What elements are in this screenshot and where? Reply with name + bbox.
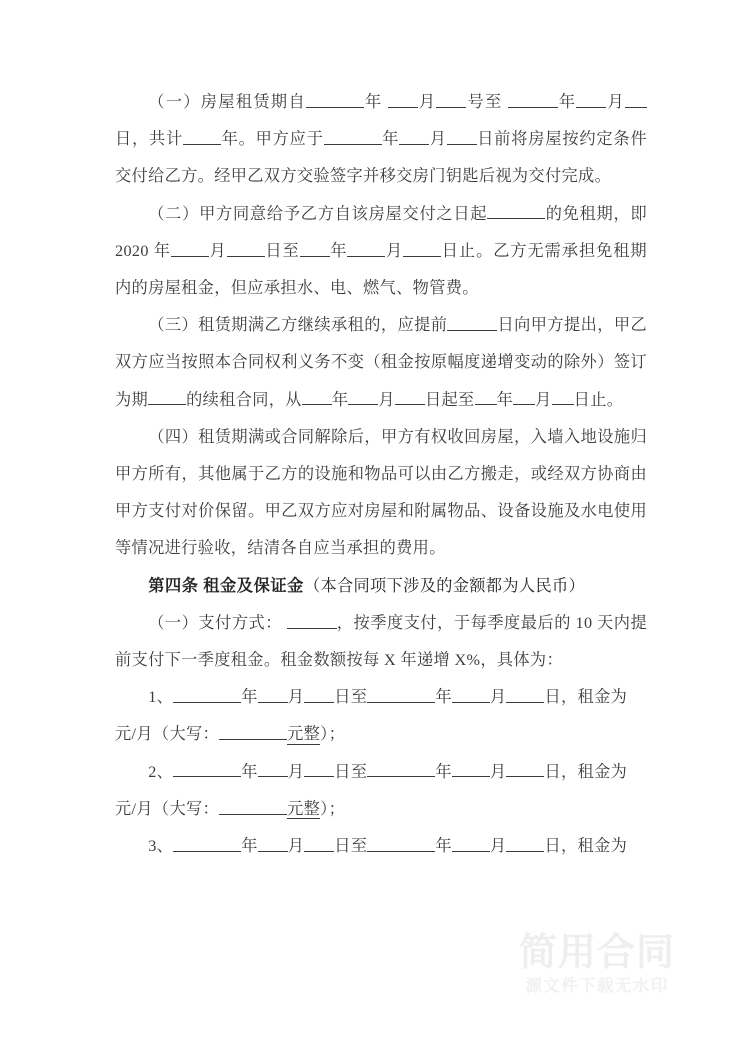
blank-item3-end-year[interactable] [367, 835, 435, 851]
paragraph-rent-item-1 [115, 679, 647, 716]
rent-item-3-text-a: 年 [241, 837, 258, 856]
blank-total-years[interactable] [183, 129, 221, 145]
blank-deliver-month[interactable] [399, 129, 429, 145]
clause-three-text-i: 日止。 [573, 390, 624, 409]
blank-renew-end-year[interactable] [475, 389, 497, 405]
paragraph-clause-three [115, 307, 647, 419]
blank-item2-end-year[interactable] [367, 761, 435, 777]
blank-renew-start-day[interactable] [395, 389, 425, 405]
blank-month-start[interactable] [388, 91, 418, 107]
blank-notice-days[interactable] [447, 315, 497, 331]
paragraph-payment-method [115, 605, 647, 679]
rent-item-1-amount-text-a: 元/月（大写： [115, 725, 220, 744]
clause-one-text-k: 日前将房屋按约定条件交付给乙方。经甲乙双方交验签字并移交房门钥匙后视为交付完成。 [115, 130, 647, 186]
paragraph-clause-four: （四）租赁期满或合同解除后，甲方有权收回房屋，入墙入地设施归甲方所有，其他属于乙方的设施和物品可以由乙方搬走，或经双方协商由甲方支付对价保留。甲乙双方应对房屋和附属物品、设备设施及水电使用等情况进行验收，结清各自应当承担的费用。 [115, 427, 647, 558]
blank-item1-start-month[interactable] [258, 687, 288, 703]
blank-item1-start-year[interactable] [173, 687, 241, 703]
clause-three-text-a: （三）租赁期满乙方继续承租的，应提前 [148, 316, 448, 335]
rent-item-3-text-e: 月 [489, 837, 507, 856]
blank-free-end-year[interactable] [300, 240, 330, 256]
article-four-heading [115, 568, 647, 605]
blank-item2-end-day[interactable] [506, 761, 544, 777]
blank-renew-end-day[interactable] [552, 389, 574, 405]
rent-item-3-text-d: 年 [435, 837, 452, 856]
clause-two-text-b: 的免租期，即 2020 年 [115, 204, 648, 260]
watermark-brand: 简用合同 [518, 930, 675, 974]
blank-item3-end-day[interactable] [506, 835, 544, 851]
blank-item3-start-year[interactable] [173, 835, 241, 851]
rent-item-3-text-c: 日至 [334, 837, 368, 856]
payment-method-text-b: ，按季度支付，于每季度最后的 10 天内提前支付下一季度租金。租金数额按每 X 年递增 X%，具体为： [115, 613, 647, 670]
clause-one-text-j: 月 [429, 130, 447, 149]
clause-one-text-a: （一）房屋租赁期自 [148, 93, 306, 111]
clause-one-text-i: 年 [381, 130, 400, 149]
rent-item-2-text-d: 年 [435, 762, 452, 781]
blank-item3-start-month[interactable] [258, 835, 288, 851]
rent-item-1-amount-text-c: ）； [320, 725, 346, 744]
clause-one-text-e: 年 [557, 93, 577, 111]
blank-item1-start-day[interactable] [304, 687, 334, 703]
rent-item-2-text-f: 日，租金为 [544, 762, 628, 781]
paragraph-rent-item-1-amount [115, 716, 647, 753]
blank-item1-end-year[interactable] [367, 687, 435, 703]
blank-deliver-year[interactable] [324, 129, 382, 145]
paragraph-clause-two [115, 196, 647, 308]
clause-three-text-h: 月 [535, 390, 552, 409]
blank-payment-method[interactable] [287, 612, 337, 628]
rent-item-2-amount-text-a: 元/月（大写： [115, 799, 220, 818]
rent-item-2-number: 2、 [148, 762, 174, 781]
paragraph-rent-item-2 [115, 754, 647, 791]
clause-three-text-f: 日起至 [424, 390, 475, 409]
blank-item2-amount-words[interactable] [219, 798, 287, 814]
rent-item-1-amount-unit: 元整 [287, 725, 321, 744]
rent-item-1-text-b: 月 [287, 688, 305, 707]
blank-free-start-month[interactable] [171, 240, 209, 256]
clause-two-text-a: （二）甲方同意给予乙方自该房屋交付之日起 [148, 204, 488, 223]
blank-item1-end-month[interactable] [452, 687, 490, 703]
blank-year-start[interactable] [306, 91, 364, 107]
blank-free-end-day[interactable] [403, 240, 441, 256]
clause-one-text-g: 日，共计 [115, 130, 184, 149]
paragraph-rent-item-3 [115, 828, 647, 865]
article-four-heading-note: （本合同项下涉及的金额都为人民币） [303, 576, 586, 595]
rent-item-1-text-a: 年 [241, 688, 258, 707]
blank-item3-end-month[interactable] [452, 835, 490, 851]
clause-three-text-g: 年 [496, 390, 514, 409]
rent-item-2-text-a: 年 [241, 762, 258, 781]
rent-item-1-text-e: 月 [489, 688, 507, 707]
blank-renew-end-month[interactable] [513, 389, 535, 405]
blank-day-start[interactable] [436, 91, 466, 107]
blank-item2-start-year[interactable] [173, 761, 241, 777]
blank-item2-start-month[interactable] [258, 761, 288, 777]
rent-item-2-text-c: 日至 [334, 762, 368, 781]
blank-item1-amount-words[interactable] [219, 724, 287, 740]
blank-renew-start-year[interactable] [302, 389, 332, 405]
rent-item-3-text-b: 月 [287, 837, 305, 856]
clause-two-text-f: 月 [385, 241, 404, 260]
blank-item2-end-month[interactable] [452, 761, 490, 777]
clause-two-text-g: 日止。乙方无需承担免租期内的房屋租金，但应承担水、电、燃气、物管费。 [115, 241, 647, 298]
rent-item-2-amount-unit: 元整 [287, 799, 321, 818]
clause-one-text-c: 月 [417, 93, 437, 111]
rent-item-3-number: 3、 [148, 837, 174, 856]
blank-year-end[interactable] [508, 91, 558, 107]
rent-item-1-text-f: 日，租金为 [544, 688, 628, 707]
blank-free-end-month[interactable] [347, 240, 385, 256]
blank-item3-start-day[interactable] [304, 835, 334, 851]
blank-day-end[interactable] [625, 91, 647, 107]
clause-three-text-c: 的续租合同，从 [186, 390, 302, 409]
rent-item-1-number: 1、 [148, 688, 174, 707]
clause-one-text-b: 年 [364, 93, 383, 111]
blank-renew-start-month[interactable] [348, 389, 378, 405]
blank-month-end[interactable] [576, 91, 606, 107]
rent-item-2-text-b: 月 [287, 762, 305, 781]
watermark [504, 931, 690, 997]
blank-item2-start-day[interactable] [304, 761, 334, 777]
clause-one-text-d: 号至 [466, 93, 503, 111]
watermark-tagline: 源文件下载无水印 [525, 976, 669, 995]
clause-three-text-b: 日向甲方提出，甲乙双方应当按照本合同权利义务不变（租金按原幅度递增变动的除外）签订为期 [115, 316, 647, 409]
blank-free-start-day[interactable] [227, 240, 265, 256]
article-four-heading-title: 第四条 租金及保证金 [148, 576, 304, 595]
rent-item-1-text-d: 年 [435, 688, 452, 707]
clause-one-text-h: 年。甲方应于 [221, 130, 324, 149]
document-body [115, 84, 647, 865]
blank-free-rent-period[interactable] [487, 203, 545, 219]
clause-one-text-f: 月 [606, 93, 625, 111]
payment-method-text-a: （一）支付方式： [148, 613, 283, 632]
rent-item-3-text-f: 日，租金为 [544, 837, 628, 856]
blank-deliver-day[interactable] [447, 129, 477, 145]
clause-three-text-d: 年 [331, 390, 349, 409]
paragraph-clause-one [115, 84, 647, 196]
rent-item-1-text-c: 日至 [334, 688, 368, 707]
clause-three-text-e: 月 [378, 390, 395, 409]
paragraph-rent-item-2-amount [115, 791, 647, 828]
blank-renew-term[interactable] [148, 389, 186, 405]
blank-item1-end-day[interactable] [506, 687, 544, 703]
clause-two-text-c: 月 [208, 241, 227, 260]
clause-two-text-e: 年 [329, 241, 348, 260]
clause-two-text-d: 日至 [264, 241, 300, 260]
rent-item-2-amount-text-c: ）； [320, 799, 346, 818]
rent-item-2-text-e: 月 [489, 762, 507, 781]
